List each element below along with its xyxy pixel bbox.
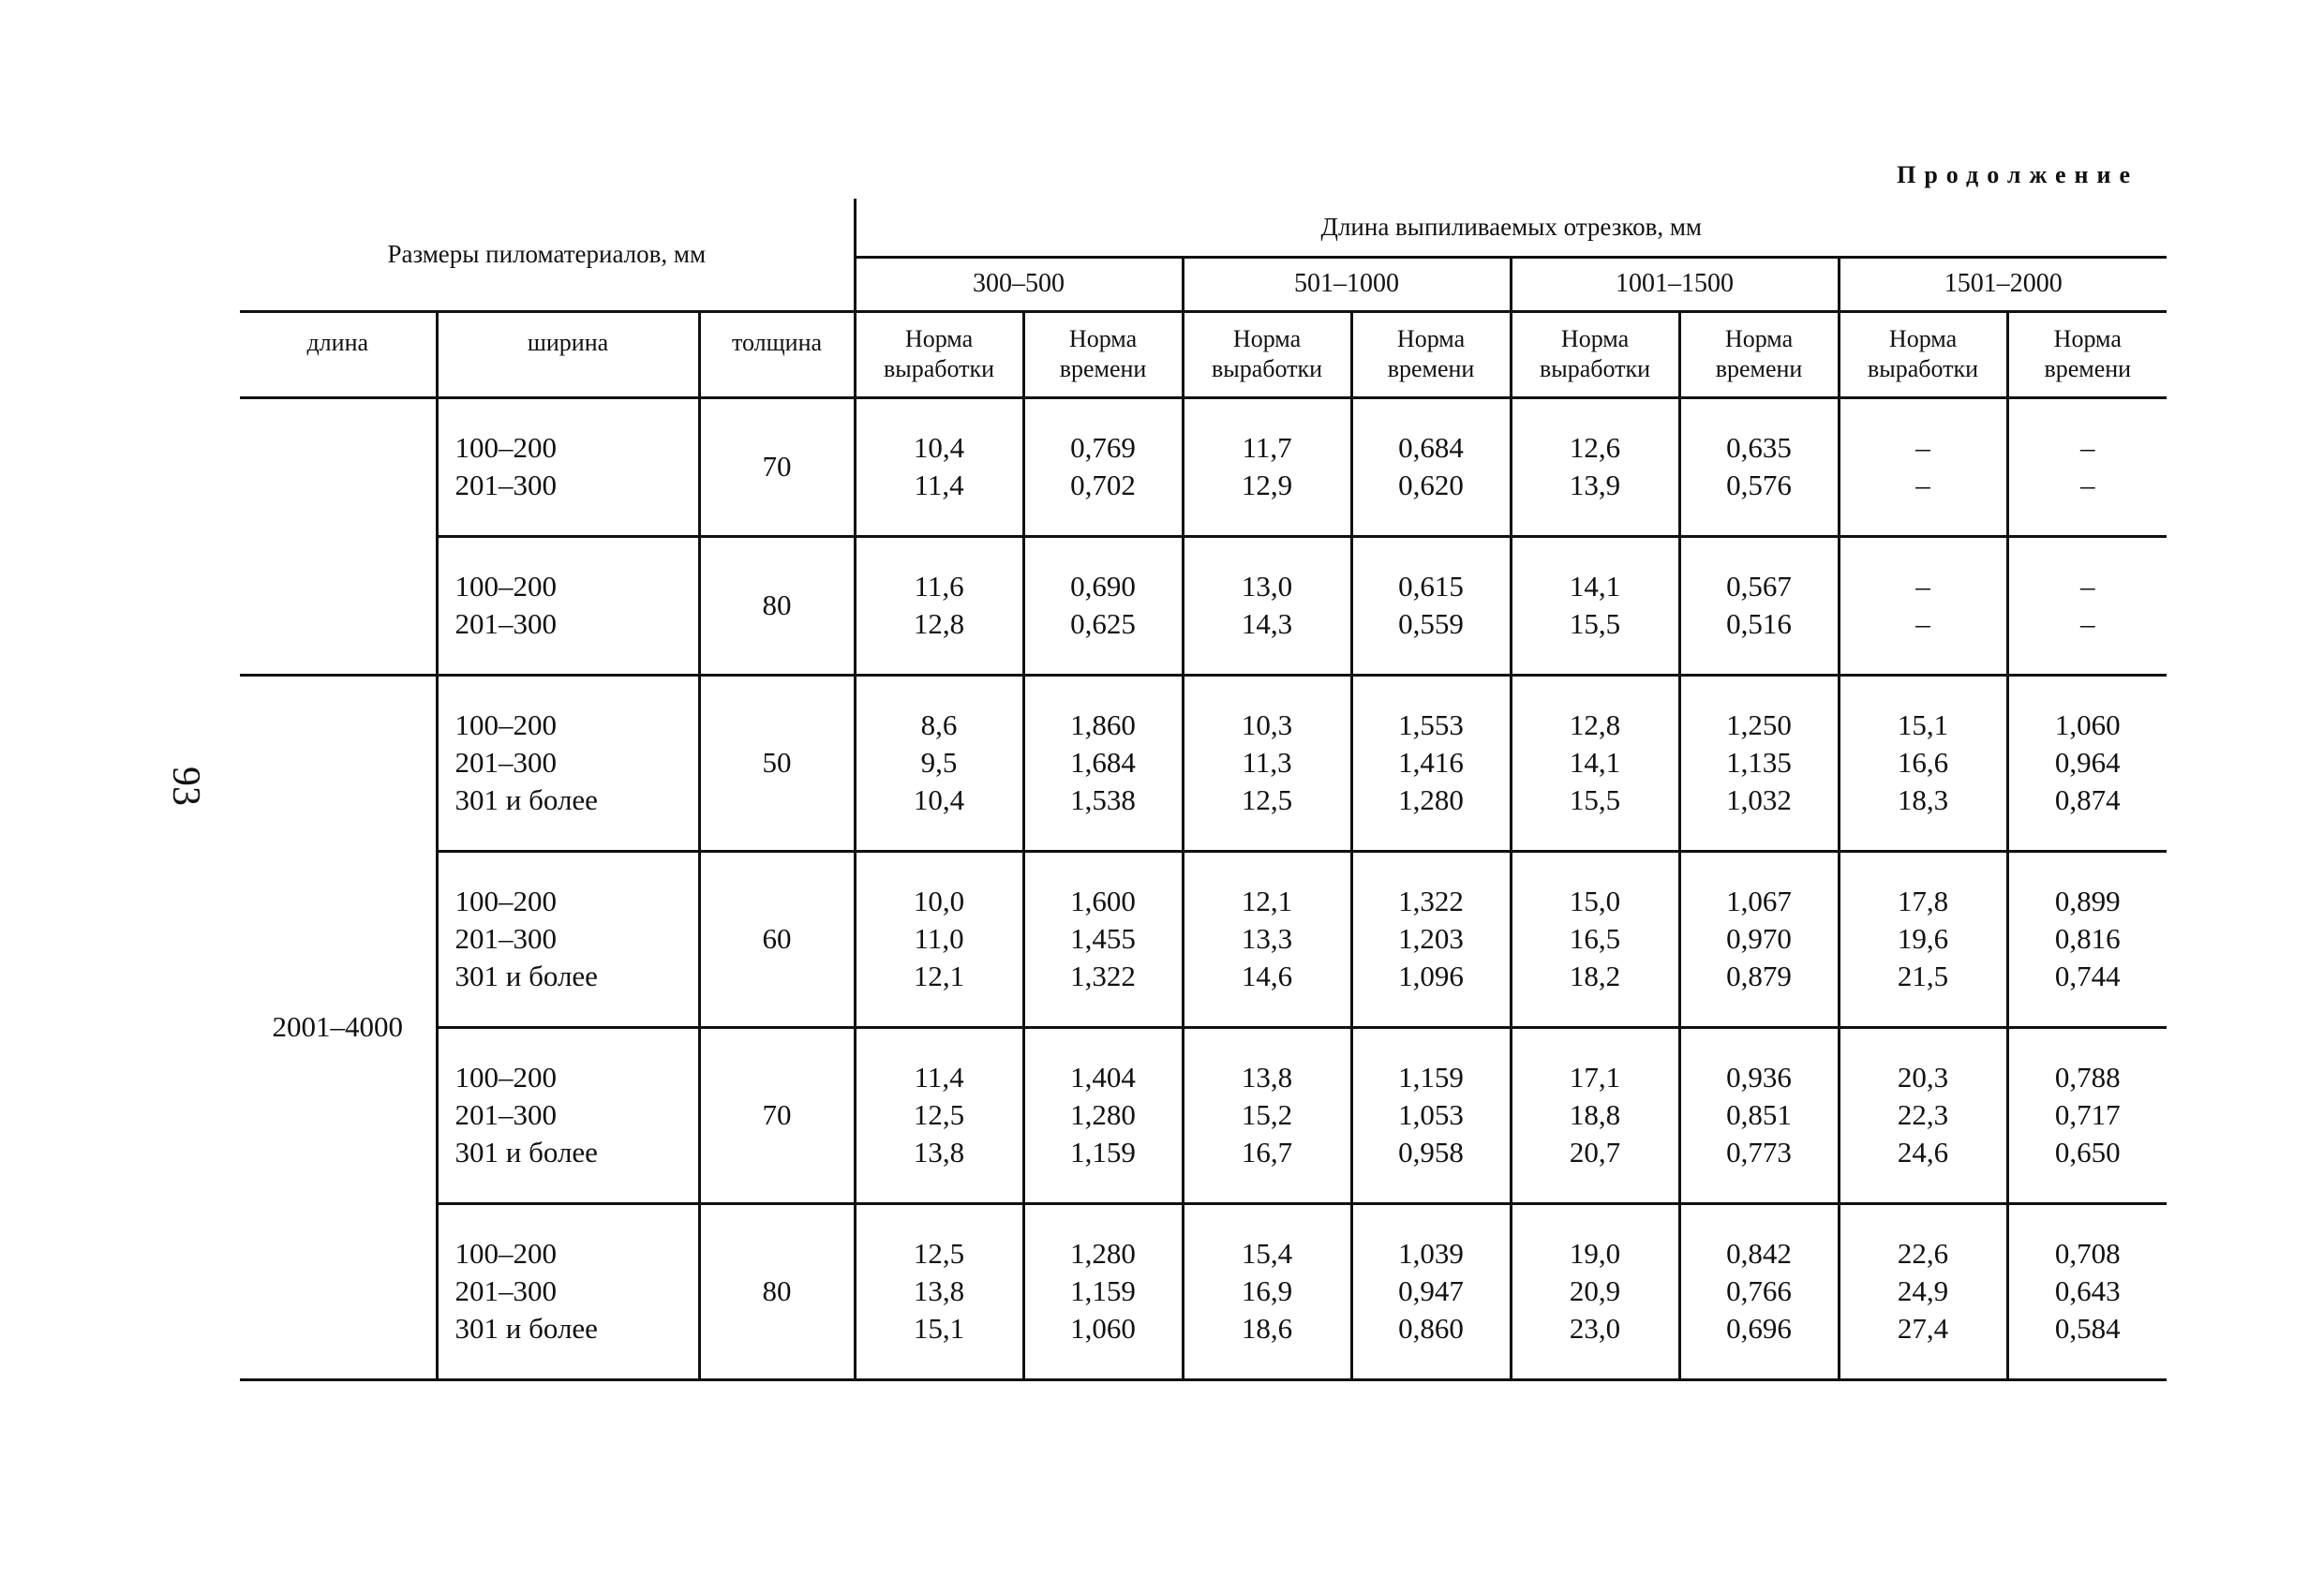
table-value: 12,5	[1241, 783, 1293, 816]
table-value: 8,6	[920, 708, 958, 741]
width-value: 100–200	[454, 708, 557, 741]
table-value: 1,159	[1070, 1274, 1136, 1307]
norm-time-cell	[1023, 675, 1183, 851]
norm-output-cell	[1183, 1027, 1351, 1203]
table-value: 0,684	[1398, 431, 1464, 464]
thickness-value: 70	[699, 1027, 855, 1203]
thickness-value: 70	[699, 397, 855, 536]
table-value: –	[1915, 570, 1930, 603]
norm-output-cell	[1183, 1203, 1351, 1379]
table-value: 11,3	[1242, 746, 1292, 779]
table-value: 13,8	[913, 1274, 965, 1307]
range-header: 1001–1500	[1511, 257, 1839, 311]
table-value: 15,1	[1897, 708, 1949, 741]
norm-time-header: Норма времени	[2007, 311, 2167, 397]
range-header: 300–500	[855, 257, 1183, 311]
table-value: 1,600	[1070, 885, 1136, 917]
table-value: 11,7	[1242, 431, 1292, 464]
norm-output-cell	[1839, 536, 2007, 675]
table-value: 0,650	[2054, 1136, 2121, 1169]
table-value: 1,280	[1070, 1098, 1136, 1131]
table-value: 0,696	[1726, 1312, 1792, 1345]
norm-time-header: Норма времени	[1351, 311, 1511, 397]
table-value: 0,947	[1398, 1274, 1464, 1307]
norm-output-cell	[1511, 851, 1679, 1027]
table-value: 0,860	[1398, 1312, 1464, 1345]
length-column-header: длина	[240, 311, 437, 397]
table-value: 22,3	[1897, 1098, 1949, 1131]
table-value: 20,7	[1569, 1136, 1621, 1169]
width-value: 201–300	[454, 746, 557, 779]
table-value: 1,538	[1070, 783, 1136, 816]
width-column-header: ширина	[437, 311, 699, 397]
table-value: 22,6	[1897, 1237, 1949, 1270]
table-value: 13,9	[1569, 469, 1621, 501]
norm-output-cell	[1839, 1203, 2007, 1379]
norms-table	[240, 199, 2167, 1381]
table-value: 0,970	[1726, 922, 1792, 955]
table-value: 9,5	[920, 746, 958, 779]
table-value: 1,159	[1070, 1136, 1136, 1169]
table-value: 0,708	[2054, 1237, 2121, 1270]
width-cell	[437, 397, 699, 536]
table-value: 15,5	[1569, 783, 1621, 816]
group-row	[240, 675, 2167, 851]
length-empty-cell	[240, 397, 437, 675]
table-value: 16,9	[1241, 1274, 1293, 1307]
table-value: 10,4	[913, 783, 965, 816]
norm-time-cell	[1351, 1027, 1511, 1203]
norm-output-header: Норма выработки	[855, 311, 1023, 397]
norm-time-header: Норма времени	[1023, 311, 1183, 397]
width-value: 201–300	[454, 1098, 557, 1131]
norm-time-cell	[1351, 1203, 1511, 1379]
norm-output-cell	[1511, 397, 1679, 536]
norm-output-cell	[1511, 1203, 1679, 1379]
norm-time-cell	[2007, 1203, 2167, 1379]
thickness-value: 80	[699, 536, 855, 675]
norm-time-cell	[2007, 536, 2167, 675]
table-value: 0,615	[1398, 570, 1464, 603]
width-value: 201–300	[454, 1274, 557, 1307]
table-value: 1,159	[1398, 1061, 1464, 1094]
table-value: 0,936	[1726, 1061, 1792, 1094]
table-value: 0,773	[1726, 1136, 1792, 1169]
table-value: 0,879	[1726, 960, 1792, 992]
table-value: 1,684	[1070, 746, 1136, 779]
table-value: 12,9	[1241, 469, 1293, 501]
table-value: 1,053	[1398, 1098, 1464, 1131]
width-value: 100–200	[454, 885, 557, 917]
table-value: 18,6	[1241, 1312, 1293, 1345]
norm-time-cell	[1023, 1203, 1183, 1379]
table-value: 19,6	[1897, 922, 1949, 955]
table-value: 0,702	[1070, 469, 1136, 501]
group-row	[240, 536, 2167, 675]
width-value: 201–300	[454, 469, 557, 501]
table-value: 1,280	[1070, 1237, 1136, 1270]
table-value: 1,455	[1070, 922, 1136, 955]
table-value: –	[2080, 431, 2095, 464]
table-value: 12,6	[1569, 431, 1621, 464]
table-value: 15,4	[1241, 1237, 1293, 1270]
norm-time-cell	[1679, 536, 1839, 675]
range-header: 1501–2000	[1839, 257, 2167, 311]
table-value: 0,690	[1070, 570, 1136, 603]
norm-time-header: Норма времени	[1679, 311, 1839, 397]
table-value: –	[1915, 607, 1930, 640]
table-value: 12,1	[913, 960, 965, 992]
group-row	[240, 1203, 2167, 1379]
table-value: 16,5	[1569, 922, 1621, 955]
table-value: 0,874	[2054, 783, 2121, 816]
norm-output-cell	[1511, 536, 1679, 675]
norm-time-cell	[1679, 675, 1839, 851]
table-value: 14,3	[1241, 607, 1293, 640]
table-value: 11,0	[914, 922, 964, 955]
table-value: 0,576	[1726, 469, 1792, 501]
table-value: 0,958	[1398, 1136, 1464, 1169]
table-value: 15,2	[1241, 1098, 1293, 1131]
table-value: 14,6	[1241, 960, 1293, 992]
width-cell	[437, 675, 699, 851]
table-value: 0,769	[1070, 431, 1136, 464]
table-value: 13,0	[1241, 570, 1293, 603]
norm-output-cell	[1511, 1027, 1679, 1203]
width-value: 100–200	[454, 1061, 557, 1094]
norm-time-cell	[1351, 397, 1511, 536]
width-value: 301 и более	[454, 1136, 598, 1169]
table-value: 10,3	[1241, 708, 1293, 741]
table-value: 13,8	[913, 1136, 965, 1169]
table-value: 0,584	[2054, 1312, 2121, 1345]
sizes-header: Размеры пиломатериалов, мм	[240, 199, 855, 311]
table-value: 0,851	[1726, 1098, 1792, 1131]
table-value: 1,404	[1070, 1061, 1136, 1094]
length-header: Длина выпиливаемых отрезков, мм	[855, 199, 2167, 257]
width-cell	[437, 1027, 699, 1203]
norm-output-cell	[855, 1203, 1023, 1379]
table-value: 18,3	[1897, 783, 1949, 816]
table-value: 0,516	[1726, 607, 1792, 640]
norm-output-cell	[855, 397, 1023, 536]
width-cell	[437, 1203, 699, 1379]
norm-output-cell	[1183, 851, 1351, 1027]
table-value: 23,0	[1569, 1312, 1621, 1345]
table-value: 1,135	[1726, 746, 1792, 779]
table-value: 1,203	[1398, 922, 1464, 955]
norm-time-cell	[2007, 397, 2167, 536]
table-value: –	[2080, 570, 2095, 603]
table-value: 14,1	[1569, 570, 1621, 603]
page-number: 93	[164, 767, 207, 806]
table-value: 1,060	[1070, 1312, 1136, 1345]
norm-output-cell	[855, 536, 1023, 675]
table-body	[240, 397, 2167, 1379]
norm-time-cell	[2007, 851, 2167, 1027]
table-value: 13,3	[1241, 922, 1293, 955]
norm-output-cell	[855, 1027, 1023, 1203]
norm-output-cell	[1839, 675, 2007, 851]
width-cell	[437, 851, 699, 1027]
table-value: 15,0	[1569, 885, 1621, 917]
length-value: 2001–4000	[240, 675, 437, 1379]
table-value: 1,039	[1398, 1237, 1464, 1270]
table-value: 15,5	[1569, 607, 1621, 640]
group-row	[240, 397, 2167, 536]
norm-time-cell	[1023, 1027, 1183, 1203]
thickness-value: 50	[699, 675, 855, 851]
table-value: 0,788	[2054, 1061, 2121, 1094]
table-value: 17,1	[1569, 1061, 1621, 1094]
width-value: 100–200	[454, 431, 557, 464]
table-value: 0,744	[2054, 960, 2121, 992]
norm-time-cell	[1679, 851, 1839, 1027]
norm-output-cell	[855, 675, 1023, 851]
table-value: 27,4	[1897, 1312, 1949, 1345]
table-value: 14,1	[1569, 746, 1621, 779]
width-value: 100–200	[454, 570, 557, 603]
table-value: –	[2080, 469, 2095, 501]
table-value: 0,766	[1726, 1274, 1792, 1307]
table-value: –	[1915, 431, 1930, 464]
table-value: 1,416	[1398, 746, 1464, 779]
norm-time-cell	[1023, 536, 1183, 675]
table-value: 0,842	[1726, 1237, 1792, 1270]
table-value: 24,6	[1897, 1136, 1949, 1169]
norm-output-header: Норма выработки	[1183, 311, 1351, 397]
table-value: 1,322	[1398, 885, 1464, 917]
table-value: 0,567	[1726, 570, 1792, 603]
table-value: 21,5	[1897, 960, 1949, 992]
table-value: 1,322	[1070, 960, 1136, 992]
table-value: 13,8	[1241, 1061, 1293, 1094]
width-value: 301 и более	[454, 1312, 598, 1345]
norm-output-cell	[855, 851, 1023, 1027]
table-value: 11,4	[914, 1061, 964, 1094]
table-value: 1,553	[1398, 708, 1464, 741]
table-value: 18,8	[1569, 1098, 1621, 1131]
table-value: 11,4	[914, 469, 964, 501]
thickness-value: 60	[699, 851, 855, 1027]
table-value: 20,9	[1569, 1274, 1621, 1307]
norm-output-cell	[1839, 851, 2007, 1027]
norm-time-cell	[1351, 536, 1511, 675]
table-value: 12,8	[1569, 708, 1621, 741]
norm-output-cell	[1183, 675, 1351, 851]
table-value: 1,280	[1398, 783, 1464, 816]
group-row	[240, 1027, 2167, 1203]
width-value: 301 и более	[454, 783, 598, 816]
table-value: 12,1	[1241, 885, 1293, 917]
table-value: 12,5	[913, 1237, 965, 1270]
table-value: 1,860	[1070, 708, 1136, 741]
table-value: 24,9	[1897, 1274, 1949, 1307]
norm-time-cell	[1023, 397, 1183, 536]
table-value: 1,096	[1398, 960, 1464, 992]
table-value: 0,635	[1726, 431, 1792, 464]
table-value: 1,250	[1726, 708, 1792, 741]
table-value: 10,0	[913, 885, 965, 917]
table-value: 16,6	[1897, 746, 1949, 779]
range-header: 501–1000	[1183, 257, 1511, 311]
norm-time-cell	[2007, 1027, 2167, 1203]
width-cell	[437, 536, 699, 675]
norm-time-cell	[1679, 1027, 1839, 1203]
norm-time-cell	[1679, 1203, 1839, 1379]
table-value: 10,4	[913, 431, 965, 464]
table-value: 0,964	[2054, 746, 2121, 779]
table-value: 0,643	[2054, 1274, 2121, 1307]
table-value: 20,3	[1897, 1061, 1949, 1094]
width-value: 201–300	[454, 922, 557, 955]
width-value: 301 и более	[454, 960, 598, 992]
norm-output-cell	[1511, 675, 1679, 851]
table-value: 0,620	[1398, 469, 1464, 501]
table-value: 15,1	[913, 1312, 965, 1345]
norm-output-cell	[1839, 397, 2007, 536]
table-value: 18,2	[1569, 960, 1621, 992]
table-value: 12,8	[913, 607, 965, 640]
norm-time-cell	[1679, 397, 1839, 536]
norm-output-header: Норма выработки	[1511, 311, 1679, 397]
thickness-column-header: толщина	[699, 311, 855, 397]
table-value: 1,060	[2054, 708, 2121, 741]
norm-output-header: Норма выработки	[1839, 311, 2007, 397]
width-value: 201–300	[454, 607, 557, 640]
width-value: 100–200	[454, 1237, 557, 1270]
table-value: –	[1915, 469, 1930, 501]
norm-output-cell	[1183, 397, 1351, 536]
table-value: 11,6	[914, 570, 964, 603]
table-value: 1,067	[1726, 885, 1792, 917]
norm-time-cell	[1351, 851, 1511, 1027]
table-value: 0,816	[2054, 922, 2121, 955]
table-value: –	[2080, 607, 2095, 640]
table-value: 1,032	[1726, 783, 1792, 816]
table-value: 12,5	[913, 1098, 965, 1131]
norm-time-cell	[1351, 675, 1511, 851]
table-value: 0,899	[2054, 885, 2121, 917]
thickness-value: 80	[699, 1203, 855, 1379]
table-value: 16,7	[1241, 1136, 1293, 1169]
continuation-label: Продолжение	[1897, 161, 2138, 188]
norm-output-cell	[1183, 536, 1351, 675]
table-value: 0,717	[2054, 1098, 2121, 1131]
table-value: 0,559	[1398, 607, 1464, 640]
table-value: 0,625	[1070, 607, 1136, 640]
table-value: 17,8	[1897, 885, 1949, 917]
table-value: 19,0	[1569, 1237, 1621, 1270]
group-row	[240, 851, 2167, 1027]
norm-output-cell	[1839, 1027, 2007, 1203]
norm-time-cell	[2007, 675, 2167, 851]
norm-time-cell	[1023, 851, 1183, 1027]
